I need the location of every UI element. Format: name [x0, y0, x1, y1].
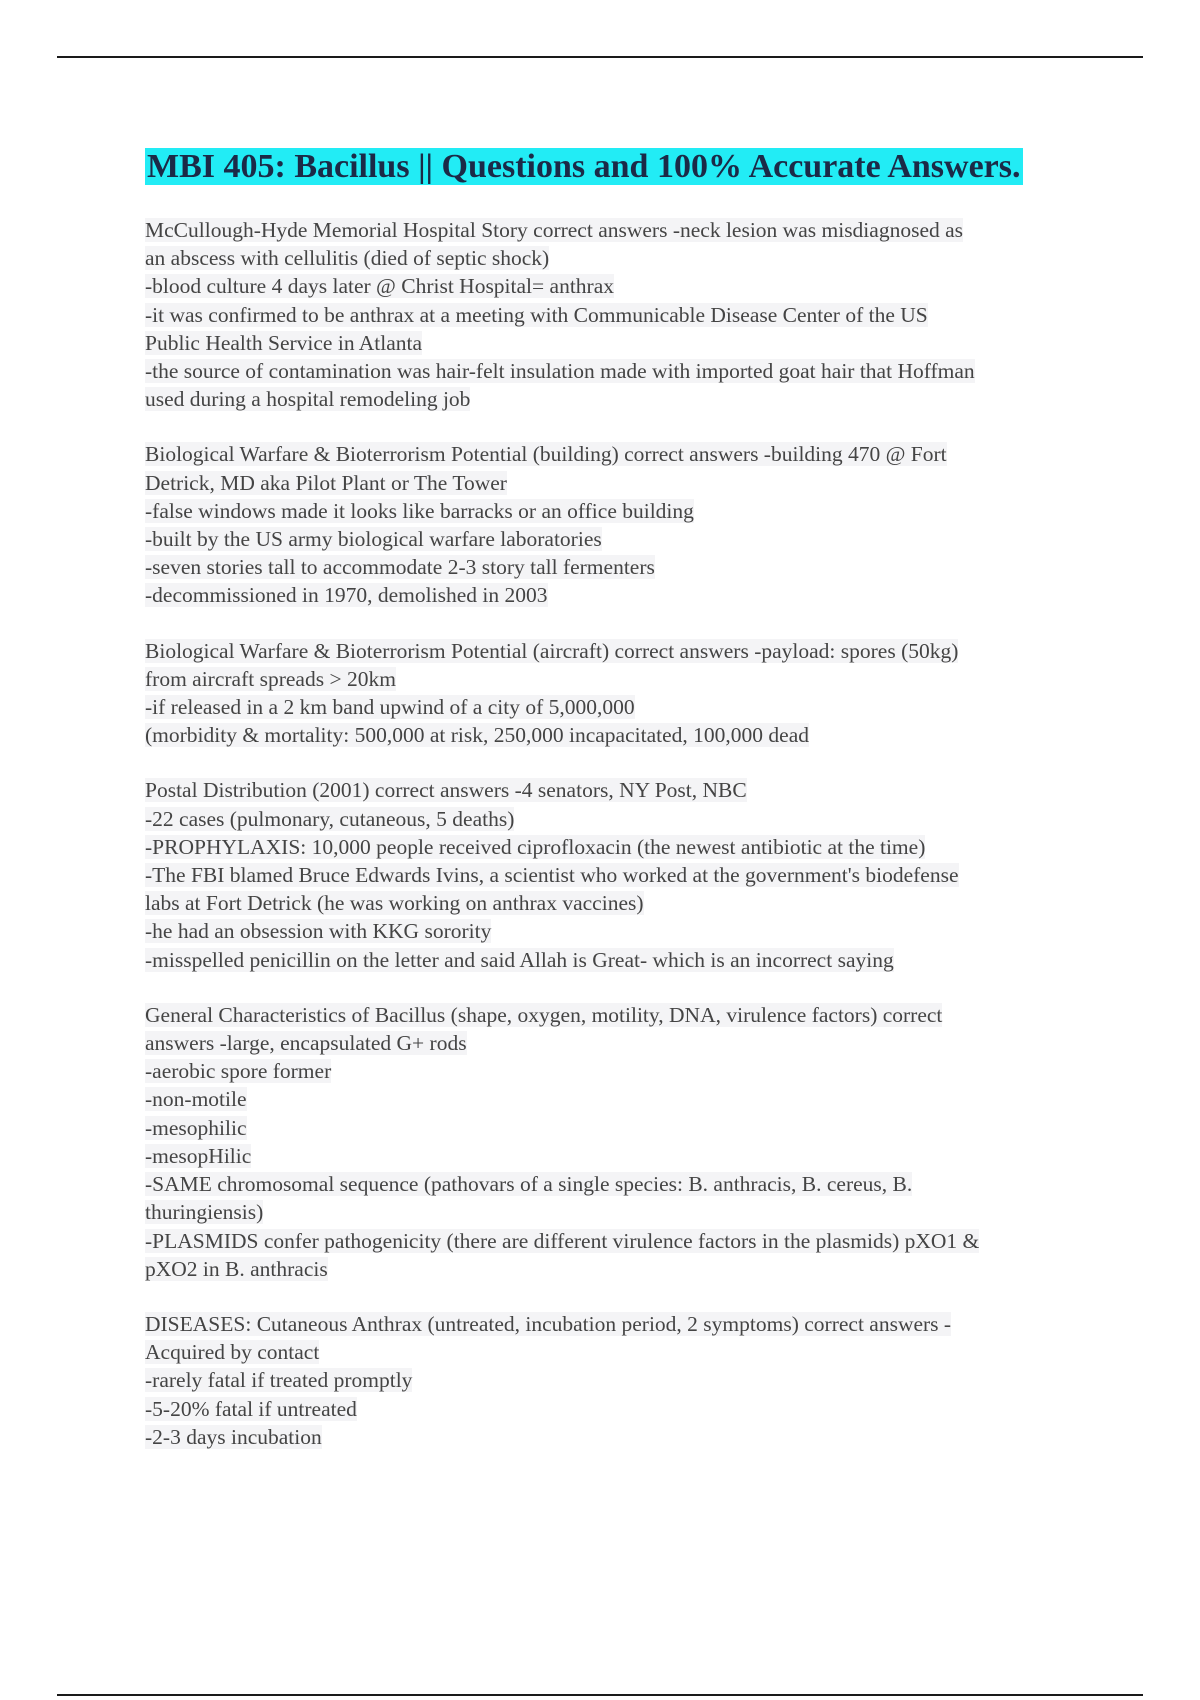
title-wrapper: [145, 146, 1085, 194]
qa-line: [145, 861, 1085, 889]
qa-line: [145, 1142, 1085, 1170]
qa-line: [145, 693, 1085, 721]
qa-line-text: -rarely fatal if treated promptly: [145, 1368, 413, 1393]
top-rule: [57, 56, 1143, 58]
qa-line-text: -mesophilic: [145, 1115, 247, 1140]
qa-line-text: used during a hospital remodeling job: [145, 387, 471, 412]
qa-line: [145, 1198, 1085, 1226]
qa-line-text: -5-20% fatal if untreated: [145, 1396, 357, 1421]
qa-line-text: -if released in a 2 km band upwind of a city of 5,000,000: [145, 695, 635, 720]
qa-line: [145, 1170, 1085, 1198]
qa-line-text: -2-3 days incubation: [145, 1424, 322, 1449]
qa-line: [145, 525, 1085, 553]
qa-line: [145, 1395, 1085, 1423]
qa-entry: [145, 440, 1085, 609]
qa-line-text: Biological Warfare & Bioterrorism Potential (building) correct answers -building 470 @ Fort: [145, 442, 947, 467]
qa-line: [145, 581, 1085, 609]
qa-line-text: -it was confirmed to be anthrax at a meeting with Communicable Disease Center of the US: [145, 302, 928, 327]
qa-line-text: -SAME chromosomal sequence (pathovars of a single species: B. anthracis, B. cereus, B.: [145, 1172, 913, 1197]
qa-line: [145, 216, 1085, 244]
qa-line-text: McCullough-Hyde Memorial Hospital Story correct answers -neck lesion was misdiagnosed as: [145, 218, 964, 242]
qa-line: [145, 721, 1085, 749]
qa-line: [145, 497, 1085, 525]
qa-line: [145, 357, 1085, 385]
qa-line-text: thuringiensis): [145, 1200, 264, 1225]
qa-line: [145, 553, 1085, 581]
qa-line: [145, 301, 1085, 329]
qa-line: [145, 1338, 1085, 1366]
qa-line-text: -The FBI blamed Bruce Edwards Ivins, a scientist who worked at the government's biodefense: [145, 863, 959, 888]
qa-line-text: -22 cases (pulmonary, cutaneous, 5 deaths): [145, 806, 515, 831]
qa-line: [145, 776, 1085, 804]
qa-line-text: Detrick, MD aka Pilot Plant or The Tower: [145, 470, 507, 495]
qa-entry: [145, 776, 1085, 973]
qa-entry: [145, 637, 1085, 750]
qa-line: [145, 329, 1085, 357]
qa-line: [145, 1366, 1085, 1394]
qa-entry: [145, 1310, 1085, 1451]
qa-line: [145, 385, 1085, 413]
qa-line-text: pXO2 in B. anthracis: [145, 1256, 328, 1281]
qa-line-text: -built by the US army biological warfare laboratories: [145, 527, 602, 552]
qa-line-text: -PLASMIDS confer pathogenicity (there are different virulence factors in the plasmids) pXO1 &: [145, 1228, 980, 1253]
qa-line: [145, 272, 1085, 300]
qa-line-text: -aerobic spore former: [145, 1059, 332, 1084]
qa-line: [145, 244, 1085, 272]
qa-line-text: -the source of contamination was hair-felt insulation made with imported goat hair that Hoffman: [145, 359, 975, 384]
qa-line: [145, 1310, 1085, 1338]
qa-line-text: General Characteristics of Bacillus (shape, oxygen, motility, DNA, virulence factors) correct: [145, 1002, 943, 1027]
qa-line: [145, 1255, 1085, 1283]
qa-line-text: Biological Warfare & Bioterrorism Potential (aircraft) correct answers -payload: spores (50kg): [145, 638, 959, 663]
document-body: [145, 146, 1085, 1478]
qa-line: [145, 1029, 1085, 1057]
qa-line: [145, 469, 1085, 497]
qa-line-text: -decommissioned in 1970, demolished in 2003: [145, 583, 548, 608]
qa-line: [145, 1057, 1085, 1085]
qa-line: [145, 637, 1085, 665]
document-title: MBI 405: Bacillus || Questions and 100% Accurate Answers.: [147, 148, 1021, 185]
qa-line-text: -mesopHilic: [145, 1143, 252, 1168]
qa-line: [145, 665, 1085, 693]
qa-line-text: Acquired by contact: [145, 1340, 320, 1365]
qa-line-text: -false windows made it looks like barracks or an office building: [145, 498, 694, 523]
qa-line: [145, 917, 1085, 945]
qa-line-text: -non-motile: [145, 1087, 247, 1112]
qa-line: [145, 1423, 1085, 1451]
qa-line-text: -he had an obsession with KKG sorority: [145, 919, 492, 944]
qa-entry: [145, 1001, 1085, 1283]
qa-line: [145, 1114, 1085, 1142]
qa-line-text: an abscess with cellulitis (died of septic shock): [145, 246, 550, 271]
qa-line: [145, 833, 1085, 861]
qa-line: [145, 1085, 1085, 1113]
qa-entries: [145, 216, 1085, 1451]
qa-line: [145, 440, 1085, 468]
qa-line-text: from aircraft spreads > 20km: [145, 666, 396, 691]
qa-line-text: -PROPHYLAXIS: 10,000 people received ciprofloxacin (the newest antibiotic at the time): [145, 834, 926, 859]
qa-line: [145, 1227, 1085, 1255]
qa-line-text: (morbidity & mortality: 500,000 at risk, 250,000 incapacitated, 100,000 dead: [145, 723, 809, 748]
qa-line: [145, 805, 1085, 833]
bottom-rule: [57, 1694, 1143, 1696]
qa-line-text: -blood culture 4 days later @ Christ Hospital= anthrax: [145, 274, 614, 299]
qa-line-text: -misspelled penicillin on the letter and said Allah is Great- which is an incorrect saying: [145, 947, 894, 972]
qa-entry: [145, 216, 1085, 413]
qa-line: [145, 946, 1085, 974]
qa-line-text: DISEASES: Cutaneous Anthrax (untreated, incubation period, 2 symptoms) correct answers -: [145, 1311, 952, 1336]
qa-line-text: Public Health Service in Atlanta: [145, 330, 423, 355]
qa-line-text: -seven stories tall to accommodate 2-3 story tall fermenters: [145, 555, 655, 580]
qa-line-text: Postal Distribution (2001) correct answers -4 senators, NY Post, NBC: [145, 778, 747, 803]
qa-line-text: answers -large, encapsulated G+ rods: [145, 1031, 467, 1056]
qa-line: [145, 1001, 1085, 1029]
qa-line-text: labs at Fort Detrick (he was working on anthrax vaccines): [145, 891, 644, 916]
qa-line: [145, 889, 1085, 917]
